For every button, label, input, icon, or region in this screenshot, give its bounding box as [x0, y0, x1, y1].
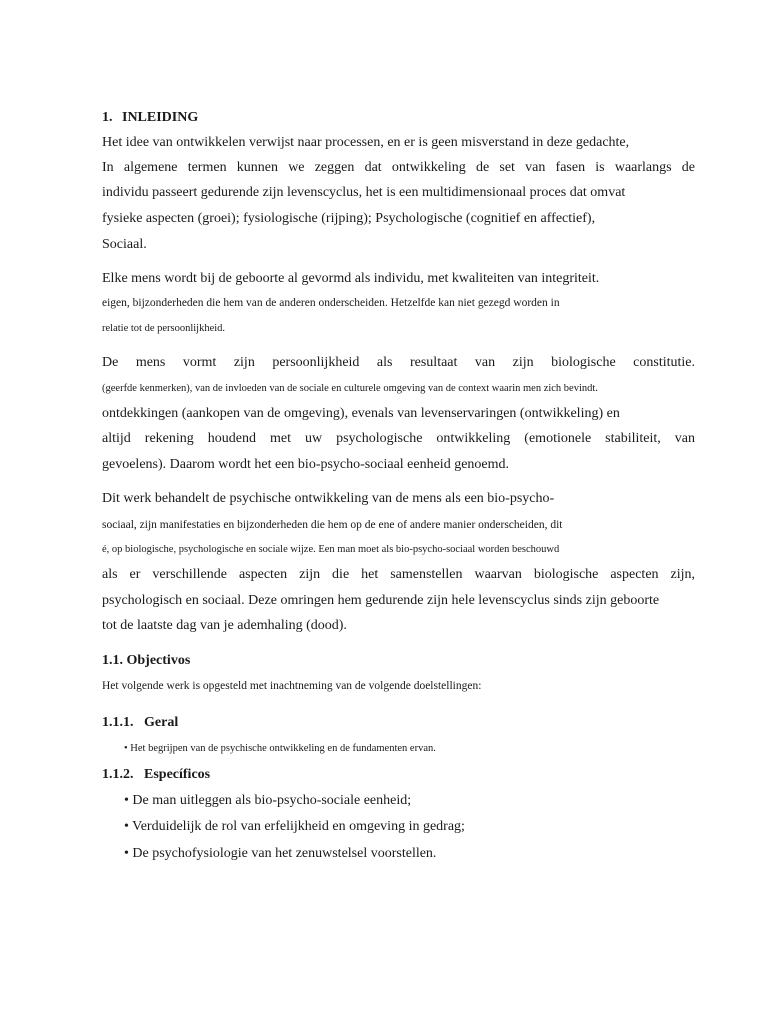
- paragraph-line: sociaal, zijn manifestaties en bijzonderheden die hem op de ene of andere manier onderscheiden, dit: [102, 519, 563, 531]
- bullet-item: • De psychofysiologie van het zenuwstelsel voorstellen.: [124, 846, 437, 861]
- paragraph-line: In algemene termen kunnen we zeggen dat ontwikkeling de set van fasen is waarlangs de: [102, 160, 695, 175]
- bullet-item: • De man uitleggen als bio-psycho-sociale eenheid;: [124, 793, 412, 808]
- paragraph-line: Het idee van ontwikkelen verwijst naar processen, en er is geen misverstand in deze gedachte,: [102, 135, 630, 150]
- paragraph-line: fysieke aspecten (groei); fysiologische (rijping); Psychologische (cognitief en affectief),: [102, 211, 596, 226]
- paragraph-line: als er verschillende aspecten zijn die het samenstellen waarvan biologische aspecten zijn,: [102, 567, 695, 582]
- section-intro: Het volgende werk is opgesteld met inachtneming van de volgende doelstellingen:: [102, 680, 482, 692]
- bullet-item: • Het begrijpen van de psychische ontwikkeling en de fundamenten ervan.: [124, 743, 436, 754]
- paragraph-line: altijd rekening houdend met uw psychologische ontwikkeling (emotionele stabiliteit, van: [102, 431, 695, 446]
- paragraph-line: relatie tot de persoonlijkheid.: [102, 323, 226, 334]
- paragraph-line: psychologisch en sociaal. Deze omringen hem gedurende zijn hele levenscyclus sinds zijn geboorte: [102, 593, 660, 608]
- section-heading-1-1-2: [102, 766, 210, 784]
- heading-number: 1.: [102, 110, 113, 125]
- heading-number: 1.1.2.: [102, 767, 134, 782]
- paragraph-line: eigen, bijzonderheden die hem van de anderen onderscheiden. Hetzelfde kan niet gezegd worden in: [102, 297, 560, 309]
- heading-title: Geral: [144, 715, 179, 730]
- heading-number: 1.1.1.: [102, 715, 134, 730]
- paragraph-line: tot de laatste dag van je ademhaling (dood).: [102, 618, 347, 633]
- paragraph-line: Elke mens wordt bij de geboorte al gevormd als individu, met kwaliteiten van integriteit.: [102, 271, 600, 286]
- section-heading-1-1-1: [102, 714, 178, 732]
- section-heading-1-1: 1.1. Objectivos: [102, 653, 191, 668]
- heading-title: INLEIDING: [122, 110, 199, 125]
- paragraph-line: (geerfde kenmerken), van de invloeden van de sociale en culturele omgeving van de context waarin men zich bevindt.: [102, 383, 598, 394]
- section-heading-1: [102, 109, 198, 127]
- paragraph-line: ontdekkingen (aankopen van de omgeving), evenals van levenservaringen (ontwikkeling) en: [102, 406, 620, 421]
- paragraph-line: individu passeert gedurende zijn levenscyclus, het is een multidimensionaal proces dat omvat: [102, 185, 626, 200]
- paragraph-line: Sociaal.: [102, 237, 147, 252]
- bullet-item: • Verduidelijk de rol van erfelijkheid en omgeving in gedrag;: [124, 819, 465, 834]
- paragraph-line: é, op biologische, psychologische en sociale wijze. Een man moet als bio-psycho-sociaal worden beschouwd: [102, 544, 560, 555]
- paragraph-line: Dit werk behandelt de psychische ontwikkeling van de mens als een bio-psycho-: [102, 491, 555, 506]
- paragraph-line: De mens vormt zijn persoonlijkheid als resultaat van zijn biologische constitutie.: [102, 355, 695, 370]
- paragraph-line: gevoelens). Daarom wordt het een bio-psycho-sociaal eenheid genoemd.: [102, 457, 510, 472]
- heading-title: Específicos: [144, 767, 211, 782]
